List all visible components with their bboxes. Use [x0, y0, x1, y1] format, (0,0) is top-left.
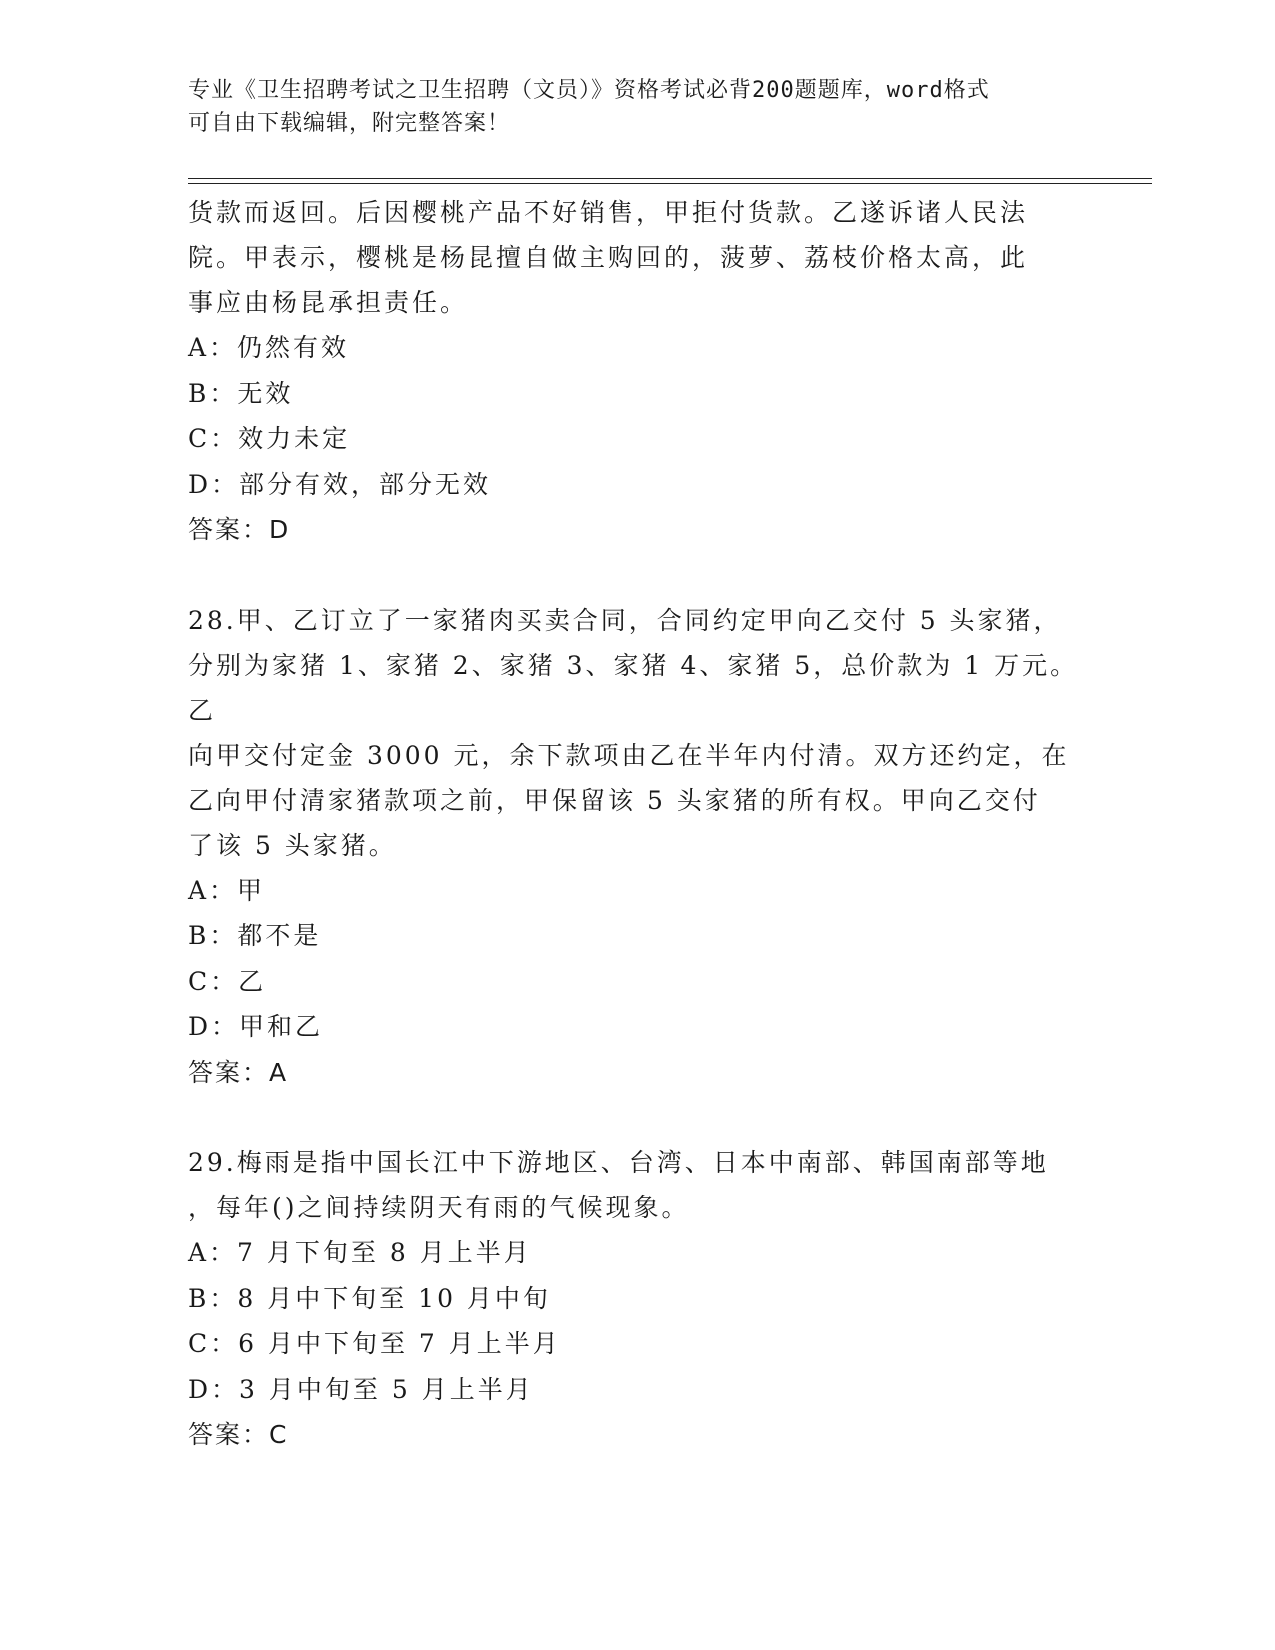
header-line-2: 可自由下载编辑，附完整答案！ — [188, 111, 511, 136]
question-29 — [188, 1140, 1088, 1458]
question-text-line: 乙向甲付清家猪款项之前，甲保留该 5 头家猪的所有权。甲向乙交付 — [188, 785, 1041, 815]
header-divider-bottom — [188, 183, 1152, 184]
question-27 — [188, 190, 1088, 553]
spacer — [188, 1095, 1088, 1140]
option-b: B：无效 — [188, 378, 294, 408]
option-d: D：甲和乙 — [188, 1012, 324, 1041]
question-text-line: 分别为家猪 1、家猪 2、家猪 3、家猪 4、家猪 5，总价款为 1 万元。乙 — [188, 650, 1079, 725]
answer: 答案：D — [188, 515, 291, 544]
option-c: C：6 月中下旬至 7 月上半月 — [188, 1329, 561, 1358]
option-b: B：8 月中下旬至 10 月中旬 — [188, 1283, 551, 1313]
question-text-line: 事应由杨昆承担责任。 — [188, 288, 469, 317]
header-divider-top — [188, 178, 1152, 179]
answer: 答案：C — [188, 1420, 289, 1449]
question-text-line: 了该 5 头家猪。 — [188, 830, 397, 860]
header-line-1: 专业《卫生招聘考试之卫生招聘（文员）》资格考试必背200题题库，word格式 — [188, 78, 990, 103]
option-a: A：甲 — [188, 875, 266, 905]
option-c: C：效力未定 — [188, 424, 351, 453]
answer: 答案：A — [188, 1057, 289, 1087]
question-text-line: 向甲交付定金 3000 元，余下款项由乙在半年内付清。双方还约定，在 — [188, 740, 1070, 770]
document-header — [188, 74, 1088, 140]
question-28 — [188, 598, 1088, 1096]
option-d: D：部分有效，部分无效 — [188, 469, 492, 499]
option-a: A：7 月下旬至 8 月上半月 — [188, 1238, 532, 1267]
spacer — [188, 553, 1088, 598]
option-c: C：乙 — [188, 966, 267, 996]
question-text-line: 院。甲表示，樱桃是杨昆擅自做主购回的，菠萝、荔枝价格太高，此 — [188, 243, 1029, 272]
question-text-line: 29.梅雨是指中国长江中下游地区、台湾、日本中南部、韩国南部等地 — [188, 1148, 1049, 1177]
option-b: B：都不是 — [188, 921, 322, 950]
question-text-line: 货款而返回。后因樱桃产品不好销售，甲拒付货款。乙遂诉诸人民法 — [188, 198, 1029, 227]
option-a: A：仍然有效 — [188, 333, 350, 362]
document-body — [188, 190, 1088, 1458]
question-text-line: ，每年()之间持续阴天有雨的气候现象。 — [188, 1193, 690, 1222]
option-d: D：3 月中旬至 5 月上半月 — [188, 1374, 534, 1404]
question-text-line: 28.甲、乙订立了一家猪肉买卖合同，合同约定甲向乙交付 5 头家猪， — [188, 605, 1062, 635]
